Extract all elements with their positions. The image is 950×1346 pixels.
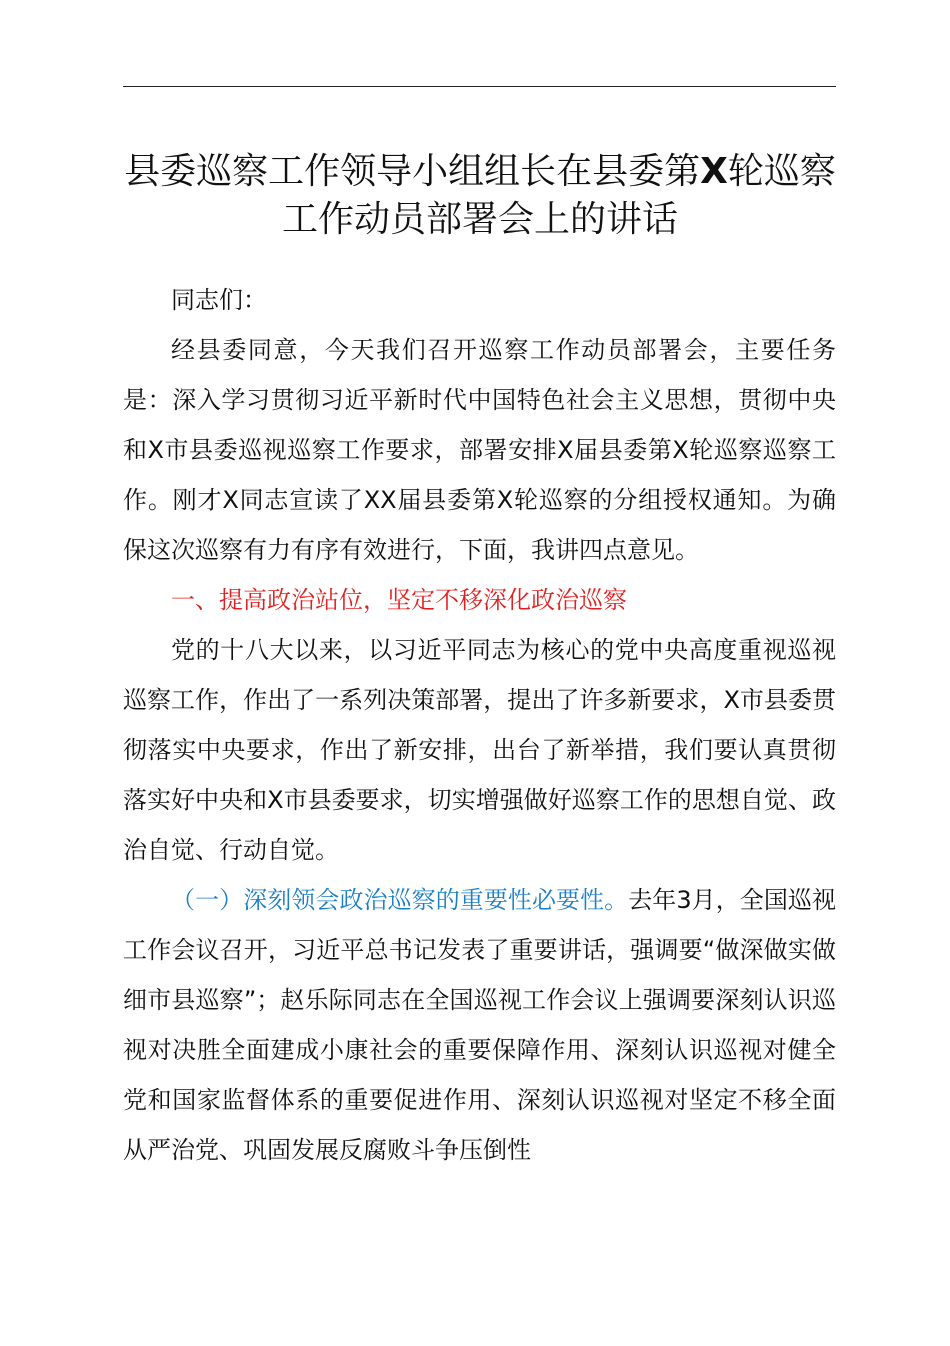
header-rule bbox=[123, 86, 836, 87]
section-heading-1: 一、提高政治站位，坚定不移深化政治巡察 bbox=[171, 586, 627, 614]
title-line-1-x: X bbox=[700, 151, 728, 192]
title-line-2: 工作动员部署会上的讲话 bbox=[281, 199, 678, 240]
greeting: 同志们： bbox=[171, 286, 267, 314]
subsection-1-text: 去年3月，全国巡视工作会议召开，习近平总书记发表了重要讲话，强调要“做深做实做细市县巡察”；赵乐际同志在全国巡视工作会议上强调要深刻认识巡视对决胜全面建成小康社会的重要保障作用、深刻认识巡视对健全党和国家监督体系的重要促进作用、深刻认识巡视对坚定不移全面从严治党、巩固发展反腐败斗争压倒性 bbox=[123, 886, 836, 1164]
title-line-1 bbox=[110, 148, 850, 196]
title-line-1-pre: 县委巡察工作领导小组组长在县委第 bbox=[124, 151, 701, 192]
document-title bbox=[110, 148, 850, 244]
subsection-heading-1: （一）深刻领会政治巡察的重要性必要性。 bbox=[171, 886, 629, 914]
title-line-1-post: 轮巡察 bbox=[727, 151, 836, 192]
paragraph-intro: 经县委同意，今天我们召开巡察工作动员部署会，主要任务是：深入学习贯彻习近平新时代中国特色社会主义思想，贯彻中央和X市县委巡视巡察工作要求，部署安排X届县委第X轮巡察巡察工作。刚才X同志宣读了XX届县委第X轮巡察的分组授权通知。为确保这次巡察有力有序有效进行，下面，我讲四点意见。 bbox=[123, 336, 836, 564]
document-body bbox=[123, 275, 836, 1175]
paragraph-subsection-1 bbox=[123, 875, 836, 1175]
paragraph-section-1: 党的十八大以来，以习近平同志为核心的党中央高度重视巡视巡察工作，作出了一系列决策部署，提出了许多新要求，X市县委贯彻落实中央要求，作出了新安排，出台了新举措，我们要认真贯彻落实好中央和X市县委要求，切实增强做好巡察工作的思想自觉、政治自觉、行动自觉。 bbox=[123, 636, 836, 864]
